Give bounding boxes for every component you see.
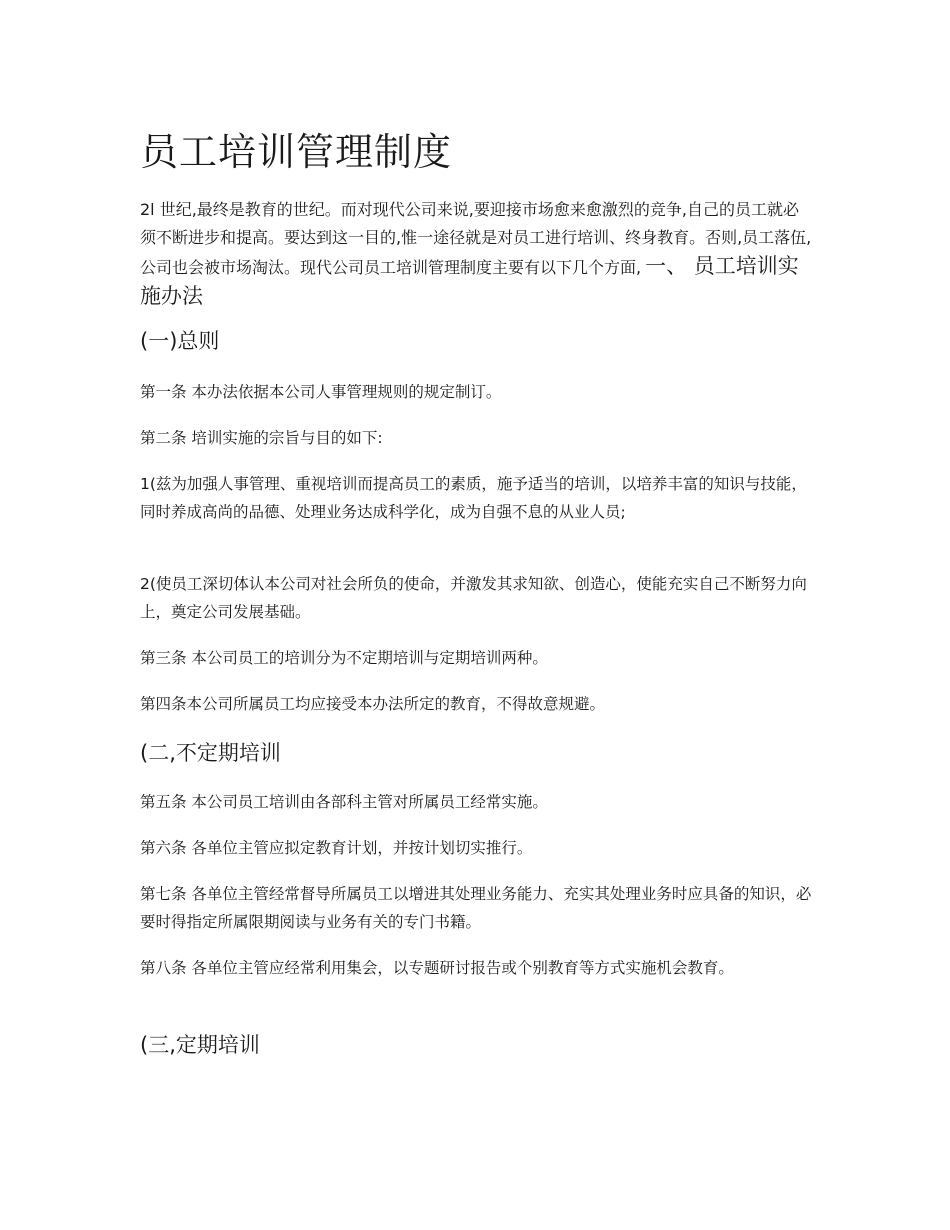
article-5: 第五条 本公司员工培训由各部科主管对所属员工经常实施。 [140, 793, 548, 811]
article-6: 第六条 各单位主管应拟定教育计划，并按计划切实推行。 [140, 839, 533, 857]
part1-heading: 一、 员工培训实施办法 [140, 254, 799, 308]
section-heading-general: (一)总则 [140, 329, 220, 353]
article-2-item-1: 1(兹为加强人事管理、重视培训而提高员工的素质，施予适当的培训，以培养丰富的知识与技能，同时养成高尚的品德、处理业务达成科学化，成为自强不息的从业人员; [140, 475, 807, 521]
article-8: 第八条 各单位主管应经常利用集会，以专题研讨报告或个别教育等方式实施机会教育。 [140, 959, 734, 977]
article-3: 第三条 本公司员工的培训分为不定期培训与定期培训两种。 [140, 649, 548, 667]
article-1: 第一条 本办法依据本公司人事管理规则的规定制订。 [140, 383, 502, 401]
section-heading-irregular: (二,不定期培训 [140, 741, 281, 765]
intro-text: 2l 世纪,最终是教育的世纪。而对现代公司来说,要迎接市场愈来愈激烈的竞争,自己的员工就必须不断进步和提高。要达到这一目的,惟一途径就是对员工进行培训、终身教育。否则,员工落伍,公司也会被市场淘汰。现代公司员工培训管理制度主要有以下几个方面, [140, 200, 812, 277]
document-title: 员工培训管理制度 [140, 130, 453, 174]
intro-paragraph [140, 196, 812, 312]
section-heading-regular: (三,定期培训 [140, 1033, 260, 1057]
article-2: 第二条 培训实施的宗旨与目的如下: [140, 429, 383, 447]
article-7: 第七条 各单位主管经常督导所属员工以增进其处理业务能力、充实其处理业务时应具备的知识，必要时得指定所属限期阅读与业务有关的专门书籍。 [140, 885, 812, 931]
article-2-item-2: 2(使员工深切体认本公司对社会所负的使命，并激发其求知欲、创造心，使能充实自己不断努力向上，奠定公司发展基础。 [140, 575, 807, 621]
article-4: 第四条本公司所属员工均应接受本办法所定的教育，不得故意规避。 [140, 695, 606, 713]
